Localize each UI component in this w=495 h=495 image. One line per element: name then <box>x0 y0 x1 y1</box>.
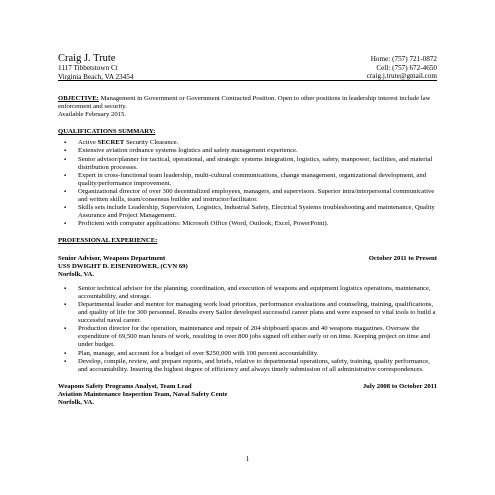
qualification-item: ▪ Senior advisor/planner for tactical, operational, and strategic systems integration, logistics, safety, manpower, facilities, and material distribution processes. <box>78 156 437 172</box>
qualification-item: ▪ Extensive aviation ordnance systems logistics and safety management experience. <box>78 147 437 155</box>
address-line-1: 1117 Tibbetstown Ct <box>58 64 118 72</box>
header-divider <box>58 80 437 81</box>
job-bullet: ▪ Plan, manage, and account for a budget of over $250,000 with 100 percent accountability. <box>78 350 437 358</box>
qualification-item: ▪ Skills sets include Leadership, Supervision, Logistics, Industrial Safety, Electrical Systems troubleshooting and maintenance, Quality Assurance and Project Management. <box>78 204 437 220</box>
home-phone: Home: (757) 721-0872 <box>370 55 437 63</box>
job-organization: USS DWIGHT D. EISENHOWER, (CVN 69) <box>58 262 188 270</box>
job-dates: October 2011 to Present <box>368 254 437 262</box>
qualification-item: ▪ Organizational director of over 300 decentralized employees, managers, and supervisors. Superior intra/interpersonal communicative and written skills, team/consensus builder and instructor/facilitator. <box>78 188 437 204</box>
qualification-item: ▪ Active SECRET Security Clearance. <box>78 139 437 147</box>
qualification-item: ▪ Proficient with computer applications: Microsoft Office (Word, Outlook, Excel, PowerPoint). <box>78 220 437 228</box>
job-bullet: ▪ Develop, compile, review, and prepare reports, and briefs, relative to departmental operations, safety, training, quality performance, and accountability. Insuring the highest degree of efficiency and always timely submission of all administrative correspondences. <box>78 358 437 374</box>
job-organization: Aviation Maintenance Inspection Team, Naval Safety Cente <box>58 390 228 398</box>
qualifications-list <box>58 139 437 228</box>
objective-label: OBJECTIVE: <box>58 95 99 102</box>
job-bullets <box>58 285 437 374</box>
job-title: Weapons Safety Programs Analyst, Team Lead <box>58 382 192 390</box>
page-number: 1 <box>245 455 250 463</box>
objective-text: Management in Government or Government Contracted Position. Open to other positions in leadership interest include law enforcement and security. <box>58 95 431 111</box>
objective-section <box>58 95 437 119</box>
job-bullet: ▪ Departmental leader and mentor for managing work load priorities, performance evaluations and counseling, training, qualifications, and quality of life for 300 personnel. Results every Sailor developed successful career plans and were exposed to vital tools to build a successful naval career. <box>78 301 437 325</box>
job-bullet: ▪ Senior technical advisor for the planning, coordination, and execution of weapons and equipment logistics operations, maintenance, accountability, and storage. <box>78 285 437 301</box>
contact-right <box>367 55 437 81</box>
contact-left <box>58 53 133 81</box>
job-bullet: ▪ Production director for the operation, maintenance and repair of 204 shipboard spaces and 40 weapons magazines. Oversaw the expenditure of 69,500 man hours of work, resulting in over 800 jobs signed off either early or on time. Keeping project on time and under budget. <box>78 325 437 349</box>
job-dates: July 2008 to October 2011 <box>362 382 437 390</box>
job-location: Norfolk, VA. <box>58 399 94 406</box>
job-location: Norfolk, VA. <box>58 270 94 278</box>
job-entry <box>58 255 437 279</box>
applicant-name: Craig J. Trute <box>58 53 116 64</box>
cell-phone: Cell: (757) 672-4650 <box>376 63 437 72</box>
resume-body <box>58 95 437 407</box>
experience-heading: PROFESSIONAL EXPERIENCE: <box>58 237 158 245</box>
qualifications-heading: QUALIFICATIONS SUMMARY: <box>58 128 156 136</box>
job-entry <box>58 383 437 407</box>
address-line-2: Virginia Beach, VA 23454 <box>58 72 134 81</box>
qualification-item: ▪ Expert in cross-functional team leadership, multi-cultural communications, change management, organizational development, and quality/performance improvement. <box>78 172 437 188</box>
job-title: Senior Advisor, Weapons Department <box>58 254 166 262</box>
availability-text: Available February 2015. <box>58 111 127 119</box>
email-address: craig.j.trute@gmail.com <box>366 72 437 81</box>
